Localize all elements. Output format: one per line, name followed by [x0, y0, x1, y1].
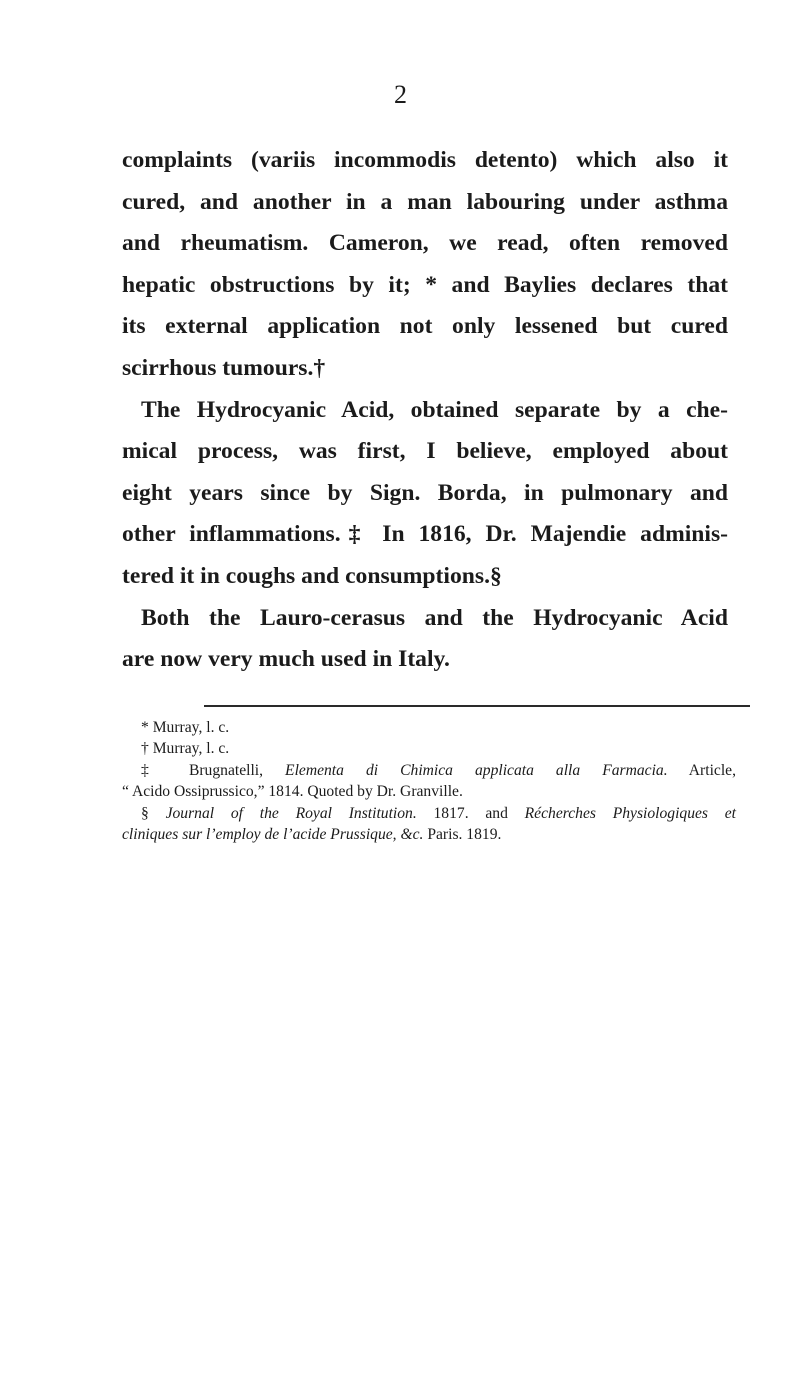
- body-text: [122, 140, 728, 681]
- page-number: 2: [394, 80, 407, 109]
- footnote-4-mid: 1817. and: [416, 804, 525, 822]
- footnote-4-continuation: [122, 824, 736, 845]
- footnote-4-title-2a: Récherches Physiologiques et: [524, 804, 737, 822]
- footnote-4-suffix: Paris. 1819.: [423, 826, 502, 844]
- footnote-3-prefix: ‡ Brugnatelli,: [141, 761, 286, 779]
- footnote-divider: [204, 705, 750, 707]
- footnote-3-title: Elementa di Chimica applicata alla Farmacia.: [285, 761, 668, 779]
- body-line: hepatic obstructions by it; * and Baylies declares that: [122, 271, 728, 298]
- body-line: The Hydrocyanic Acid, obtained separate by a che-: [141, 396, 728, 423]
- body-line: and rheumatism. Cameron, we read, often removed: [122, 230, 728, 257]
- footnote-3: [122, 760, 736, 781]
- body-line: other inflammations.‡ In 1816, Dr. Majendie adminis-: [122, 521, 728, 548]
- body-line: are now very much used in Italy.: [122, 646, 450, 673]
- footnote-4-title-2b: cliniques sur l’employ de l’acide Prussique, &c.: [122, 826, 424, 844]
- body-line: tered it in coughs and consumptions.§: [122, 562, 502, 589]
- body-line: scirrhous tumours.†: [122, 354, 326, 381]
- footnote-3-suffix: Article,: [667, 761, 736, 779]
- footnote-3-continuation: “ Acido Ossiprussico,” 1814. Quoted by Dr. Granville.: [122, 783, 463, 801]
- body-line: mical process, was first, I believe, employed about: [122, 438, 728, 465]
- body-line: cured, and another in a man labouring under asthma: [122, 188, 728, 215]
- body-line: its external application not only lessened but cured: [122, 313, 728, 340]
- footnotes: [122, 717, 736, 845]
- footnote-1: * Murray, l. c.: [141, 719, 230, 736]
- body-line: eight years since by Sign. Borda, in pulmonary and: [122, 479, 728, 506]
- footnote-4: [122, 803, 736, 824]
- body-line: complaints (variis incommodis detento) which also it: [122, 147, 728, 173]
- body-line: Both the Lauro-cerasus and the Hydrocyanic Acid: [141, 604, 728, 631]
- footnote-2: † Murray, l. c.: [141, 740, 230, 758]
- footnote-4-prefix: §: [141, 804, 166, 822]
- footnote-4-title-1: Journal of the Royal Institution.: [165, 804, 417, 822]
